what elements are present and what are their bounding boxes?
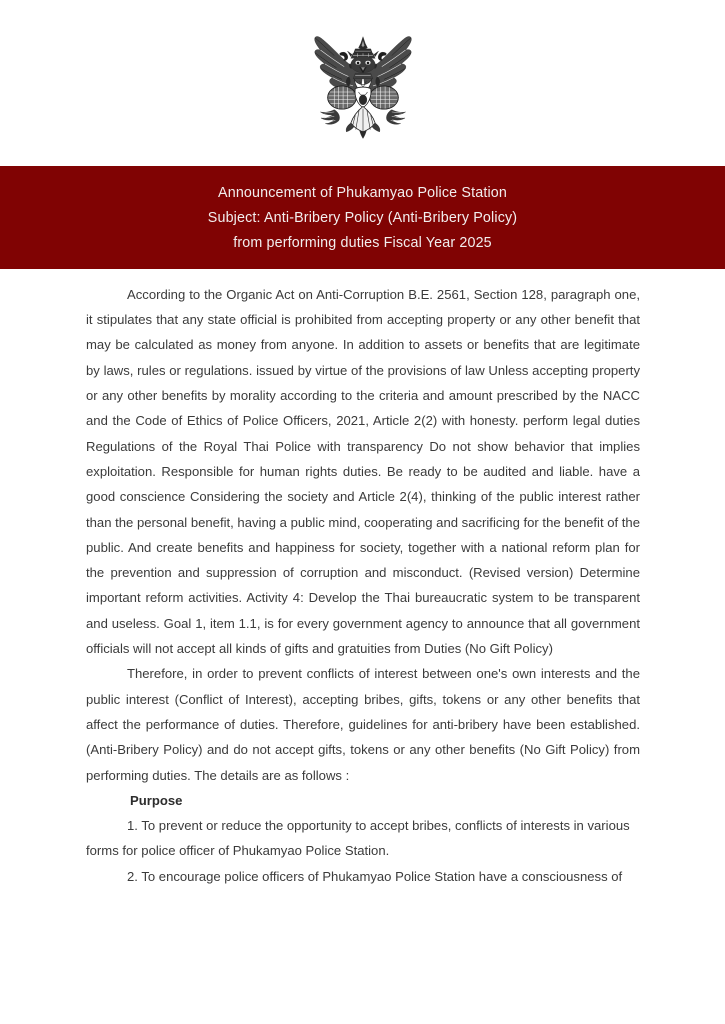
paragraph-purpose-statement: Therefore, in order to prevent conflicts of interest between one's own interests and the public interest (Conflict of Interest), accepting bribes, gifts, tokens or any other benefits that affect the performance of duties. Therefore, guidelines for anti-bribery have been established. (Anti-Bribery Policy) and do not accept gifts, tokens or any other benefits (No Gift Policy) from performing duties. The details are as follows :: [86, 666, 640, 783]
document-body: [0, 269, 725, 889]
garuda-emblem: [302, 29, 424, 144]
purpose-item-1: 1. To prevent or reduce the opportunity to accept bribes, conflicts of interests in various forms for police officer of Phukamyao Police Station.: [86, 818, 630, 859]
banner-line-fiscal-year: from performing duties Fiscal Year 2025: [233, 235, 492, 252]
banner-line-announcement: Announcement of Phukamyao Police Station: [218, 184, 507, 201]
section-heading-purpose: Purpose: [130, 792, 183, 808]
title-banner: [0, 166, 725, 269]
banner-line-subject: Subject: Anti-Bribery Policy (Anti-Bribery Policy): [207, 209, 518, 226]
emblem-area: [0, 0, 725, 166]
paragraph-legal-basis: According to the Organic Act on Anti-Corruption B.E. 2561, Section 128, paragraph one, it stipulates that any state official is prohibited from accepting property or any other benefit that may be calculated as money from anyone. In addition to assets or benefits that are legitimate by laws, rules or regulations. issued by virtue of the provisions of law Unless accepting property or any other benefits by morality according to the criteria and amount prescribed by the NACC and the Code of Ethics of Police Officers, 2021, Article 2(2) with honesty. perform legal duties Regulations of the Royal Thai Police with transparency Do not show behavior that implies exploitation. Responsible for human rights duties. Be ready to be audited and liable. have a good conscience Considering the society and Article 2(4), thinking of the public interest rather than the personal benefit, having a public mind, cooperating and sacrificing for the benefit of the public. And create benefits and happiness for society, together with a national reform plan for the prevention and suppression of corruption and misconduct. (Revised version) Determine important reform activities. Activity 4: Develop the Thai bureaucratic system to be transparent and useless. Goal 1, item 1.1, is for every government agency to announce that all government officials will not accept all kinds of gifts and gratuities from Duties (No Gift Policy): [86, 286, 640, 657]
purpose-item-2: 2. To encourage police officers of Phukamyao Police Station have a consciousness of: [127, 868, 623, 884]
